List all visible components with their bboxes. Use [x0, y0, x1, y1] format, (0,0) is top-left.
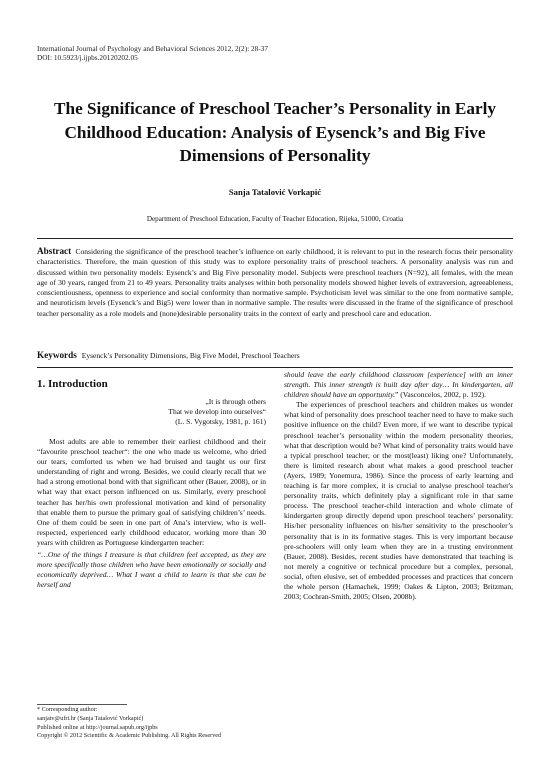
- epigraph-citation: (L. S. Vygotsky, 1981, p. 161): [175, 417, 266, 427]
- quote-continuation: should leave the early childhood classroom [experience] with an inner strength. This inner strength is built day after day… In kindergarten, all children should have an opportunity.: [284, 370, 513, 400]
- paragraph: Most adults are able to remember their earliest childhood and their “favourite preschool teacher“: the one who made us welcome, who dried our tears, comforted us when we had bruised and taught us our first understanding of right and wrong. Besides, we could clearly recall that we had a strong emotional bond with that significant other (Bauer, 2008), or in what way that exact person influenced on us. Similarly, every preschool teacher has her/his own professional motivation and kind of personality that enable them to pursue the primary goal of satisfying children’s’ needs. One of them could be seen in one part of Ana’s interview, who is well-respected, experienced early childhood educator, working more than 30 years with children as Portuguese kindergarten teacher:: [37, 437, 266, 547]
- quote-citation: ” (Vasconcelos, 2002, p. 192).: [395, 390, 486, 400]
- abstract: [37, 246, 513, 319]
- footnote-copyright: Copyright © 2012 Scientific & Academic Publishing. All Rights Reserved: [37, 732, 222, 740]
- abstract-text: Considering the significance of the preschool teacher’s influence on early childhood, it is relevant to put in the research focus their personality characteristics. Therefore, the main question of this study was to explore personality traits of preschool teachers. A personality analysis was run and discussed within two personality models: Eysenck’s and Big Five personality model. Subjects were preschool teachers (N=92), all females, with the mean age of 30 years, ranged from 21 to 49 years. Personality traits analyses within both personality models showed higher levels of extraversion, agreeableness, conscientiousness, openness to experience and social conformity than normative sample. Psychoticism level was similar to the one from normative sample, and neuroticism levels (Eysenck’s and Big5) were lower than in normative sample. The results were discussed in the frame of the significance of preschool teacher personality as a role models and (none)desirable personality traits in the context of early and preschool care and education.: [37, 247, 513, 318]
- left-column: [37, 437, 266, 590]
- paragraph: The experiences of preschool teachers and children makes us wonder what kind of personality does preschool teacher need to have to make such positive influence on the child? Even more, if we want to describe typical preschool teacher’s personality within the modern personality theories, what that description would be? What kind of personality traits would have a typical preschool teacher, or the most(least) liking one? Unfortunately, there is limited research about what makes a good preschool teacher (Ayers, 1989; Yonemura, 1986). Since the process of early learning and teaching is far more complex, it is crucial to analyse preschool teacher's personality traits, which definitely play a significant role in that same process. The preschool teacher-child interaction and whole climate of kindergarten group directly depend upon preschool teachers’ personality. His/her personality influences on his/her sensitivity to the preschooler’s personality that is in its formative stages. This is very important because pre-schoolers will only learn when they are in a trusting environment (Bauer, 2008). Besides, recent studies have demonstrated that teaching is not merely a cognitive or technical procedure but a complex, personal, social, often elusive, set of embedded processes and practices that concern the whole person (Hamachek, 1999; Oakes & Lipton, 2003; Britzman, 2003; Cochran-Smith, 2005; Olsen, 2008b).: [284, 400, 513, 602]
- footnote-line: Published online at http://journal.sapub.org/ijpbs: [37, 723, 158, 731]
- keywords-label: Keywords: [37, 350, 77, 360]
- epigraph-line: „It is through others: [205, 397, 266, 406]
- block-quote: “…One of the things I treasure is that children feel accepted, as they are more specifically those children who have been emotionally or socially and economically deprived… What I want a child to learn is that she can be herself and: [37, 550, 266, 590]
- paper-title: The Significance of Preschool Teacher’s Personality in Early Childhood Education: Analysis of Eysenck’s and Big Five Dimensions of Personality: [54, 99, 496, 165]
- keywords: [37, 350, 513, 360]
- footnote: [37, 706, 267, 741]
- abstract-label: Abstract: [37, 246, 72, 256]
- journal-header: [37, 44, 268, 63]
- footnote-email: sanjatv@ufri.hr (Sanja Tatalović Vorkapić): [37, 714, 144, 722]
- keywords-text: Eysenck’s Personality Dimensions, Big Five Model, Preschool Teachers: [81, 351, 300, 360]
- right-column: [284, 370, 513, 602]
- affiliation: Department of Preschool Education, Faculty of Teacher Education, Rijeka, 51000, Croatia: [146, 215, 404, 223]
- footnote-rule: [37, 704, 127, 705]
- doi: DOI: 10.5923/j.ijpbs.20120202.05: [37, 53, 138, 63]
- divider-top: [37, 238, 513, 239]
- author: Sanja Tatalović Vorkapić: [228, 187, 322, 197]
- divider-bottom: [37, 367, 513, 368]
- footnote-line: * Corresponding author:: [37, 706, 98, 713]
- section-heading: 1. Introduction: [37, 378, 108, 390]
- epigraph-line: That we develop into ourselves“: [168, 407, 266, 417]
- epigraph: [100, 397, 266, 427]
- journal-citation: International Journal of Psychology and Behavioral Sciences 2012, 2(2): 28-37: [37, 44, 269, 53]
